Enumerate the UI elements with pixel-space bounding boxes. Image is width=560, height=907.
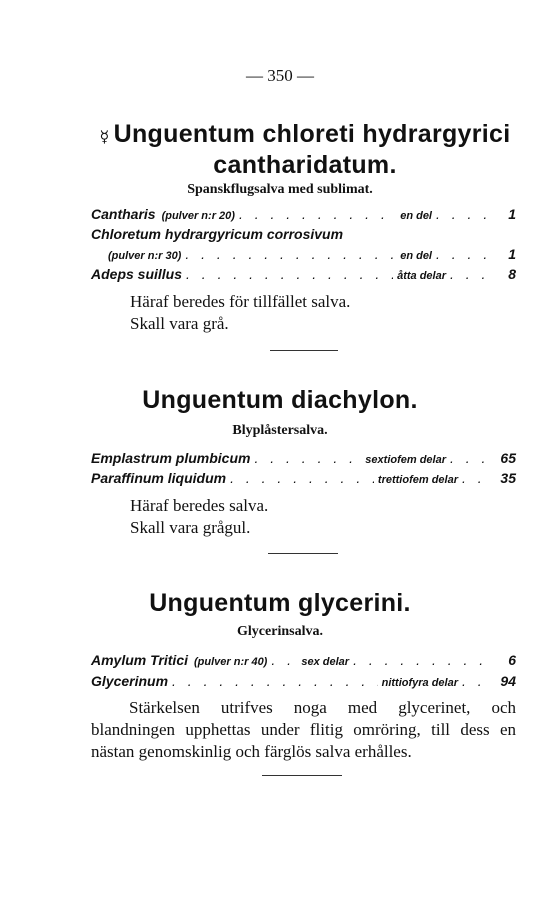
mercury-symbol-icon: ☿ — [99, 127, 110, 146]
instruction-paragraph: Stärkelsen utrifves noga med glycerinet, och blandningen upphettas under flitig omröring, till dess en nästan genomskinlig och färglös salva erhålles. — [91, 698, 516, 761]
ingredient-row — [91, 266, 516, 286]
ingredient-amount: åtta delar — [397, 270, 446, 282]
divider — [268, 553, 338, 554]
ingredient-value: 1 — [508, 206, 516, 222]
ingredient-row — [91, 673, 516, 693]
leader-dots — [353, 652, 490, 668]
body-text: Häraf beredes salva. — [130, 496, 269, 515]
body-text: Häraf beredes för tillfället salva. — [130, 292, 351, 311]
leader-dots — [271, 652, 297, 668]
leader-dots — [230, 470, 374, 486]
ingredient-note: (pulver n:r 40) — [194, 656, 268, 668]
ingredient-value: 35 — [500, 470, 516, 486]
ingredient-name: Adeps suillus — [91, 266, 183, 282]
page-number: — 350 — — [246, 66, 314, 85]
leader-dots — [185, 246, 396, 262]
ingredient-amount: en del — [400, 250, 432, 262]
ingredient-name: Glycerinum — [91, 673, 169, 689]
ingredient-amount: sex delar — [301, 656, 350, 668]
ingredient-amount: sextiofem delar — [365, 454, 446, 466]
ingredient-row — [91, 206, 516, 226]
ingredient-row — [91, 450, 516, 470]
section-subtitle: Blyplåstersalva. — [232, 423, 328, 438]
ingredient-amount: nittiofyra delar — [381, 677, 458, 689]
leader-dots — [436, 246, 490, 262]
leader-dots — [450, 450, 490, 466]
leader-dots — [172, 673, 378, 689]
ingredient-value: 6 — [508, 652, 516, 668]
leader-dots — [462, 673, 490, 689]
ingredient-row — [91, 226, 516, 246]
section-title: Unguentum diachylon. — [142, 386, 418, 414]
ingredient-row — [108, 246, 516, 266]
ingredient-name: Chloretum hydrargyricum corrosivum — [91, 226, 344, 242]
section-subtitle: Spanskflugsalva med sublimat. — [187, 182, 373, 197]
ingredient-value: 8 — [508, 266, 516, 282]
section-subtitle: Glycerinsalva. — [237, 624, 323, 639]
divider — [262, 775, 342, 776]
ingredient-name: Paraffinum liquidum — [91, 470, 227, 486]
ingredient-row — [91, 470, 516, 490]
body-text: Skall vara grågul. — [130, 518, 251, 537]
leader-dots — [436, 206, 490, 222]
ingredient-name: Amylum Tritici — [91, 652, 188, 668]
ingredient-amount: trettiofem delar — [377, 474, 458, 486]
section-title: Unguentum glycerini. — [149, 589, 411, 617]
ingredient-value: 1 — [508, 246, 516, 262]
divider — [270, 350, 338, 351]
ingredient-amount: en del — [400, 210, 432, 222]
leader-dots — [254, 450, 361, 466]
ingredient-note: (pulver n:r 20) — [161, 210, 235, 222]
body-text: Skall vara grå. — [130, 314, 229, 333]
ingredient-name: Cantharis — [91, 206, 156, 222]
leader-dots — [462, 470, 490, 486]
leader-dots — [450, 266, 490, 282]
leader-dots — [186, 266, 393, 282]
ingredient-value: 94 — [500, 673, 516, 689]
ingredient-name: Emplastrum plumbicum — [91, 450, 251, 466]
ingredient-value: 65 — [500, 450, 516, 466]
section-title-text: Unguentum chloreti hydrargyrici cantharidatum. — [113, 120, 511, 179]
ingredient-note: (pulver n:r 30) — [108, 250, 182, 262]
ingredient-row — [91, 652, 516, 672]
section-title — [70, 120, 540, 180]
leader-dots — [239, 206, 396, 222]
